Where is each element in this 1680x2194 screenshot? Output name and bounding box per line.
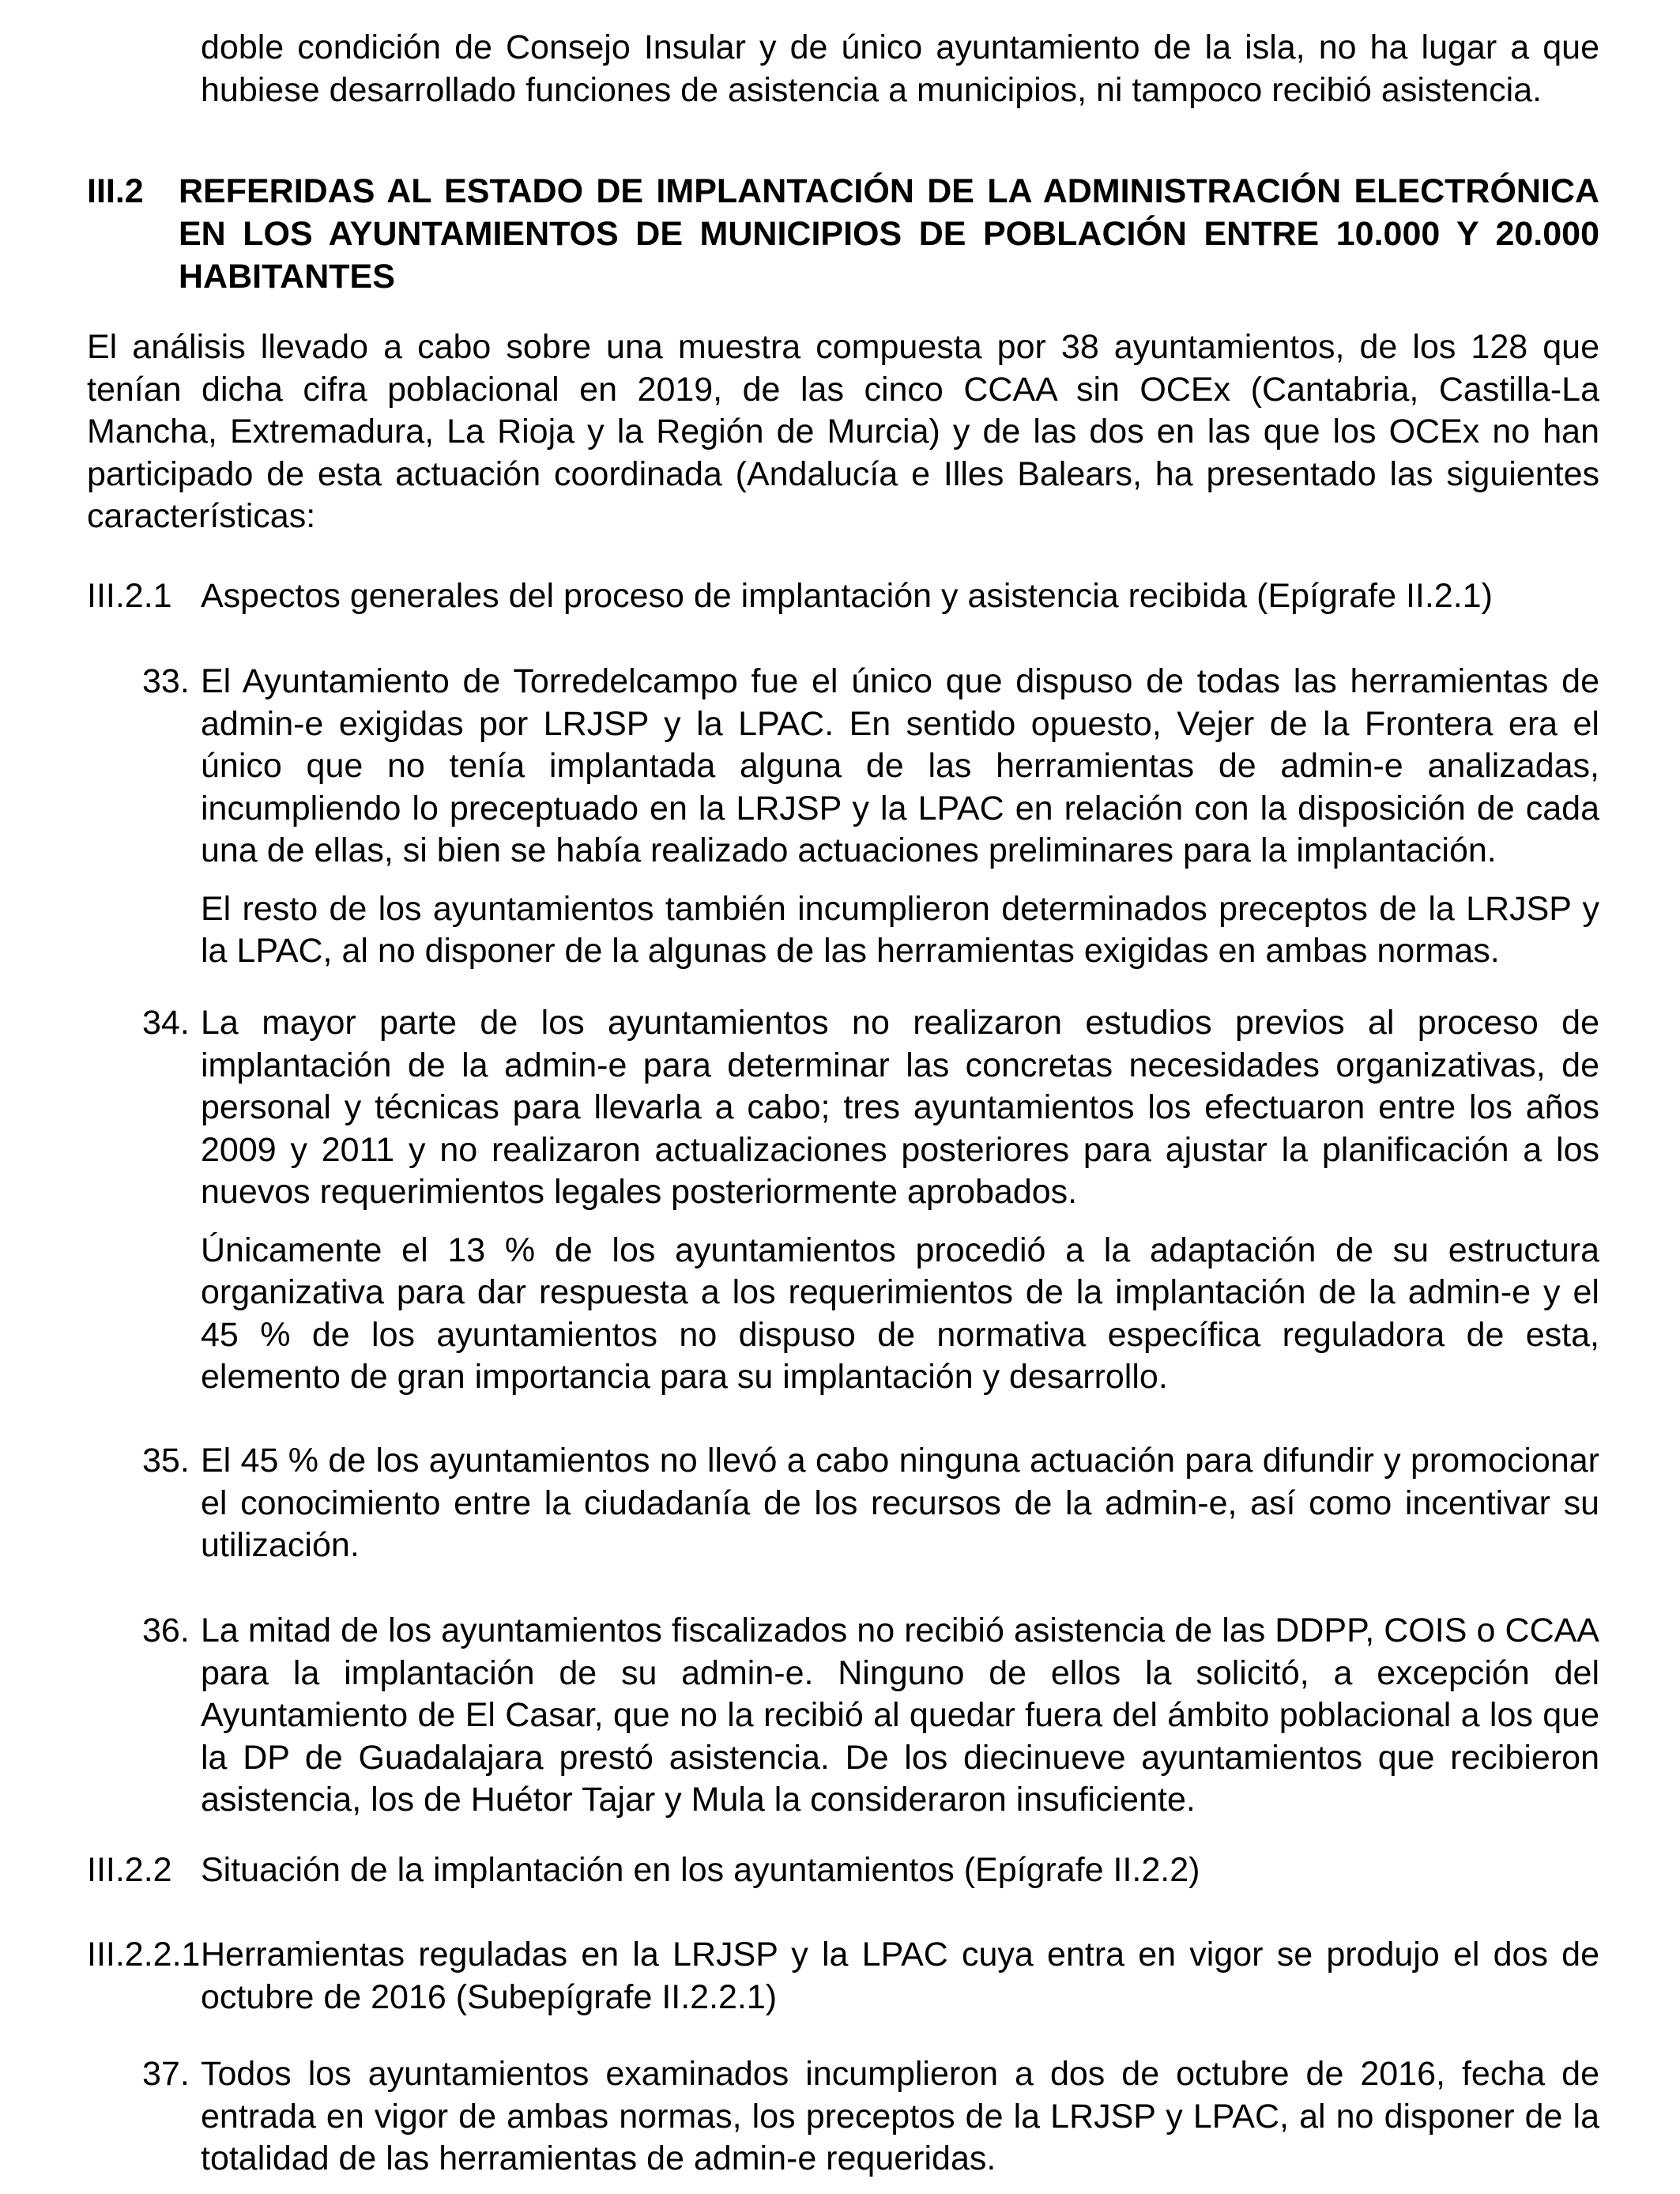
item-number: 37.: [142, 2055, 190, 2093]
item-number: 35.: [142, 1442, 190, 1480]
list-item-37: [142, 2053, 1599, 2181]
subsection-number: III.2.1: [87, 577, 172, 615]
subsection-heading-2: [87, 1849, 1599, 1892]
section-number: III.2: [87, 172, 144, 210]
subsection-title: Situación de la implantación en los ayuntamientos (Epígrafe II.2.2): [201, 1851, 1200, 1889]
subsection-number: III.2.2.1: [87, 1936, 201, 1973]
list-item-36: [142, 1610, 1599, 1822]
item-paragraph: La mayor parte de los ayuntamientos no realizaron estudios previos al proceso de implantación de la admin-e para determinar las concretas necesidades organizativas, de personal y técnicas para llevarla a cabo; tres ayuntamientos los efectuaron entre los años 2009 y 2011 y no realizaron actualizaciones posteriores para ajustar la planificación a los nuevos requerimientos legales posteriormente aprobados.: [201, 1004, 1599, 1211]
item-paragraph: El Ayuntamiento de Torredelcampo fue el único que dispuso de todas las herramientas de admin-e exigidas por LRJSP y la LPAC. En sentido opuesto, Vejer de la Frontera era el único que no tenía implantada alguna de las herramientas de admin-e analizadas, incumpliendo lo preceptuado en la LRJSP y la LPAC en relación con la disposición de cada una de ellas, si bien se había realizado actuaciones preliminares para la implantación.: [201, 662, 1599, 869]
subsection-number: III.2.2: [87, 1851, 172, 1889]
list-item-34: [142, 1002, 1599, 1399]
item-paragraph: La mitad de los ayuntamientos fiscalizados no recibió asistencia de las DDPP, COIS o CCAA para la implantación de su admin-e. Ninguno de ellos la solicitó, a excepción del Ayuntamiento de El Casar, que no la recibió al quedar fuera del ámbito poblacional a los que la DP de Guadalajara prestó asistencia. De los diecinueve ayuntamientos que recibieron asistencia, los de Huétor Tajar y Mula la consideraron insuficiente.: [201, 1612, 1599, 1819]
item-paragraph: El resto de los ayuntamientos también incumplieron determinados preceptos de la LRJSP y la LPAC, al no disponer de la algunas de las herramientas exigidas en ambas normas.: [201, 889, 1599, 970]
list-item-33: [142, 661, 1599, 973]
item-paragraph: El 45 % de los ayuntamientos no llevó a cabo ninguna actuación para difundir y promocionar el conocimiento entre la ciudadanía de los recursos de la admin-e, así como incentivar su utilización.: [201, 1442, 1599, 1564]
item-number: 33.: [142, 662, 190, 700]
subsection-title: Herramientas reguladas en la LRJSP y la LPAC cuya entra en vigor se produjo el dos de octubre de 2016 (Subepígrafe II.2.2.1): [201, 1936, 1599, 2016]
section-title: REFERIDAS AL ESTADO DE IMPLANTACIÓN DE LA ADMINISTRACIÓN ELECTRÓNICA EN LOS AYUNTAMIENTOS DE MUNICIPIOS DE POBLACIÓN ENTRE 10.000 Y 20.000 HABITANTES: [179, 172, 1599, 296]
item-number: 34.: [142, 1004, 190, 1042]
subsection-title: Aspectos generales del proceso de implantación y asistencia recibida (Epígrafe II.2.1): [201, 577, 1493, 615]
list-item-35: [142, 1440, 1599, 1567]
subsection-heading-2-1: [87, 1934, 1599, 2019]
section-body-paragraph: El análisis llevado a cabo sobre una muestra compuesta por 38 ayuntamientos, de los 128 que tenían dicha cifra poblacional en 2019, de las cinco CCAA sin OCEx (Cantabria, Castilla-La Mancha, Extremadura, La Rioja y la Región de Murcia) y de las dos en las que los OCEx no han participado de esta actuación coordinada (Andalucía e Illes Balears, ha presentado las siguientes características:: [87, 328, 1599, 535]
item-paragraph: Todos los ayuntamientos examinados incumplieron a dos de octubre de 2016, fecha de entrada en vigor de ambas normas, los preceptos de la LRJSP y LPAC, al no disponer de la totalidad de las herramientas de admin-e requeridas.: [201, 2055, 1599, 2177]
subsection-heading-1: [87, 575, 1599, 618]
intro-paragraph: doble condición de Consejo Insular y de único ayuntamiento de la isla, no ha lugar a que hubiese desarrollado funciones de asistencia a municipios, ni tampoco recibió asistencia.: [201, 28, 1599, 109]
item-number: 36.: [142, 1612, 190, 1649]
item-paragraph: Únicamente el 13 % de los ayuntamientos procedió a la adaptación de su estructura organizativa para dar respuesta a los requerimientos de la implantación de la admin-e y el 45 % de los ayuntamientos no dispuso de normativa específica reguladora de esta, elemento de gran importancia para su implantación y desarrollo.: [201, 1231, 1599, 1396]
